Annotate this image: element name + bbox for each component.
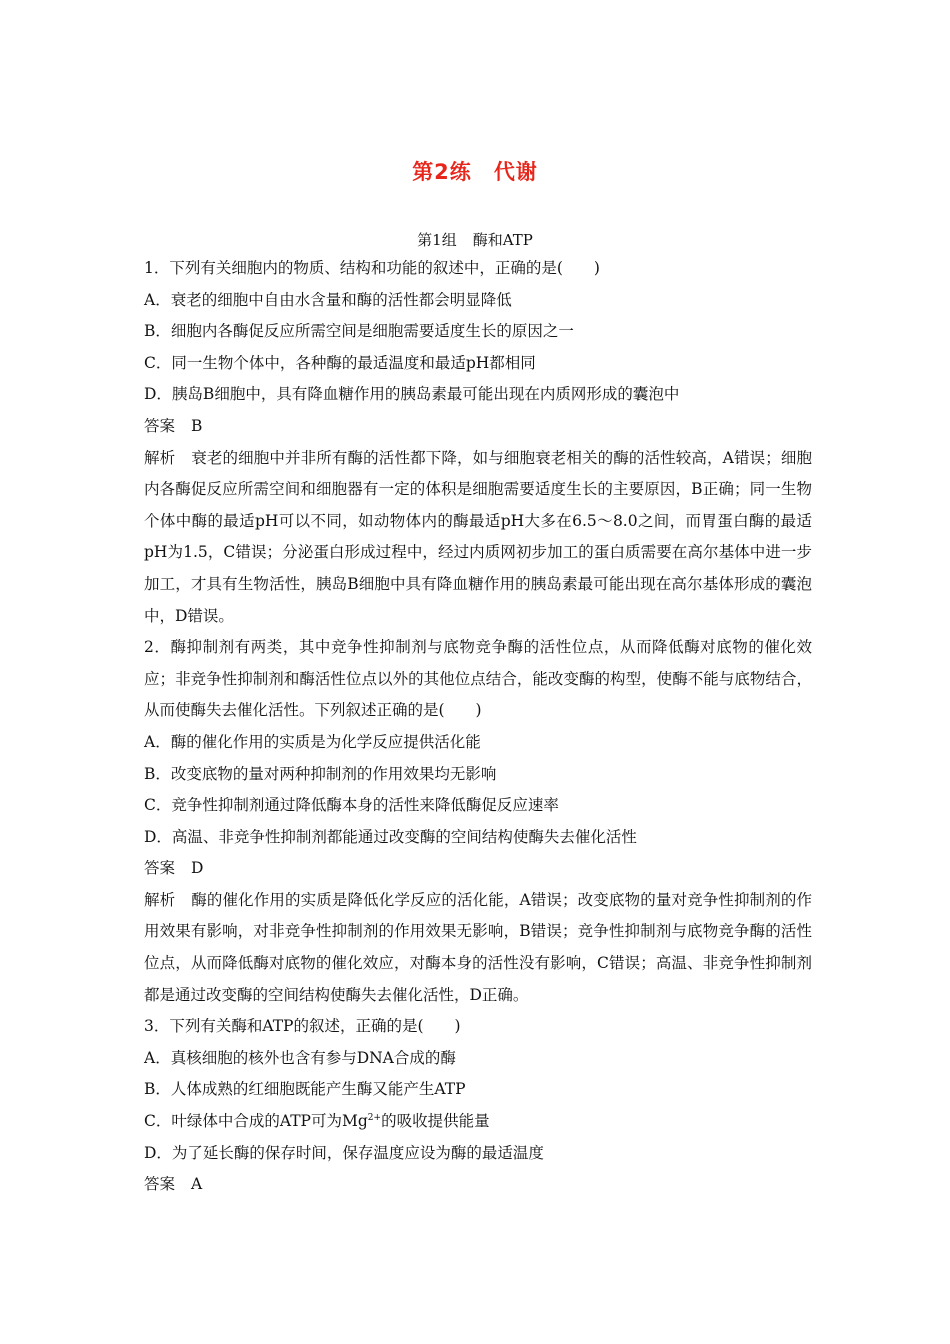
q2-option-c: C．竞争性抑制剂通过降低酶本身的活性来降低酶促反应速率	[144, 796, 559, 815]
q1-option-d: D．胰岛B细胞中，具有降血糖作用的胰岛素最可能出现在内质网形成的囊泡中	[144, 385, 680, 404]
q2-stem: 2．酶抑制剂有两类，其中竞争性抑制剂与底物竞争酶的活性位点，从而降低酶对底物的催化效应；非竞争性抑制剂和酶活性位点以外的其他位点结合，能改变酶的构型，使酶不能与底物结合，从而使酶失去催化活性。下列叙述正确的是( )	[144, 638, 812, 720]
q3-option-c-text: C．叶绿体中合成的ATP可为Mg	[144, 1112, 368, 1131]
q2-analysis	[144, 885, 812, 1011]
q2-answer-value: D	[191, 859, 204, 878]
analysis-label: 解析	[144, 448, 176, 467]
title-part1: 第2练	[412, 160, 472, 184]
q1-option-c: C．同一生物个体中，各种酶的最适温度和最适pH都相同	[144, 353, 536, 372]
q1-analysis	[144, 443, 812, 633]
q3-option-d: D．为了延长酶的保存时间，保存温度应设为酶的最适温度	[144, 1143, 544, 1162]
section-heading	[0, 229, 950, 250]
section-topic: 酶和ATP	[472, 231, 533, 249]
q3-stem: 3．下列有关酶和ATP的叙述，正确的是( )	[144, 1017, 461, 1036]
questions-body	[144, 253, 812, 1201]
q2-option-a: A．酶的催化作用的实质是为化学反应提供活化能	[144, 732, 481, 751]
q3-answer	[144, 1169, 812, 1201]
q3-option-c-text-end: 的吸收提供能量	[381, 1112, 490, 1131]
answer-label: 答案	[144, 416, 176, 435]
title-part2: 代谢	[493, 160, 538, 184]
q3-option-b: B．人体成熟的红细胞既能产生酶又能产生ATP	[144, 1080, 466, 1099]
q1-stem: 1．下列有关细胞内的物质、结构和功能的叙述中，正确的是( )	[144, 259, 600, 277]
q3-option-c-superscript: 2+	[367, 1113, 382, 1124]
q3-answer-value: A	[191, 1175, 203, 1194]
q1-option-a: A．衰老的细胞中自由水含量和酶的活性都会明显降低	[144, 290, 512, 309]
answer-label: 答案	[144, 1175, 176, 1194]
q2-answer	[144, 853, 812, 885]
q1-answer-value: B	[191, 416, 203, 435]
section-number: 第1组	[417, 231, 457, 249]
q2-option-b: B．改变底物的量对两种抑制剂的作用效果均无影响	[144, 764, 497, 783]
q1-analysis-text: 衰老的细胞中并非所有酶的活性都下降，如与细胞衰老相关的酶的活性较高，A错误；细胞内各酶促反应所需空间和细胞器有一定的体积是细胞需要适度生长的主要原因，B正确；同一生物个体中酶的最适pH可以不同，如动物体内的酶最适pH大多在6.5～8.0之间，而胃蛋白酶的最适pH为1.5，C错误；分泌蛋白形成过程中，经过内质网初步加工的蛋白质需要在高尔基体中进一步加工，才具有生物活性，胰岛B细胞中具有降血糖作用的胰岛素最可能出现在高尔基体形成的囊泡中，D错误。	[144, 448, 812, 625]
answer-label: 答案	[144, 859, 176, 878]
analysis-label: 解析	[144, 890, 176, 909]
q2-analysis-text: 酶的催化作用的实质是降低化学反应的活化能，A错误；改变底物的量对竞争性抑制剂的作用效果有影响，对非竞争性抑制剂的作用效果无影响，B错误；竞争性抑制剂与底物竞争酶的活性位点，从而降低酶对底物的催化效应，对酶本身的活性没有影响，C错误；高温、非竞争性抑制剂都是通过改变酶的空间结构使酶失去催化活性，D正确。	[144, 890, 812, 1004]
q3-option-c	[144, 1106, 812, 1138]
q1-answer	[144, 411, 812, 443]
q1-option-b: B．细胞内各酶促反应所需空间是细胞需要适度生长的原因之一	[144, 322, 574, 341]
page-title	[0, 156, 950, 186]
q2-option-d: D．高温、非竞争性抑制剂都能通过改变酶的空间结构使酶失去催化活性	[144, 827, 637, 846]
q3-option-a: A．真核细胞的核外也含有参与DNA合成的酶	[144, 1048, 456, 1067]
